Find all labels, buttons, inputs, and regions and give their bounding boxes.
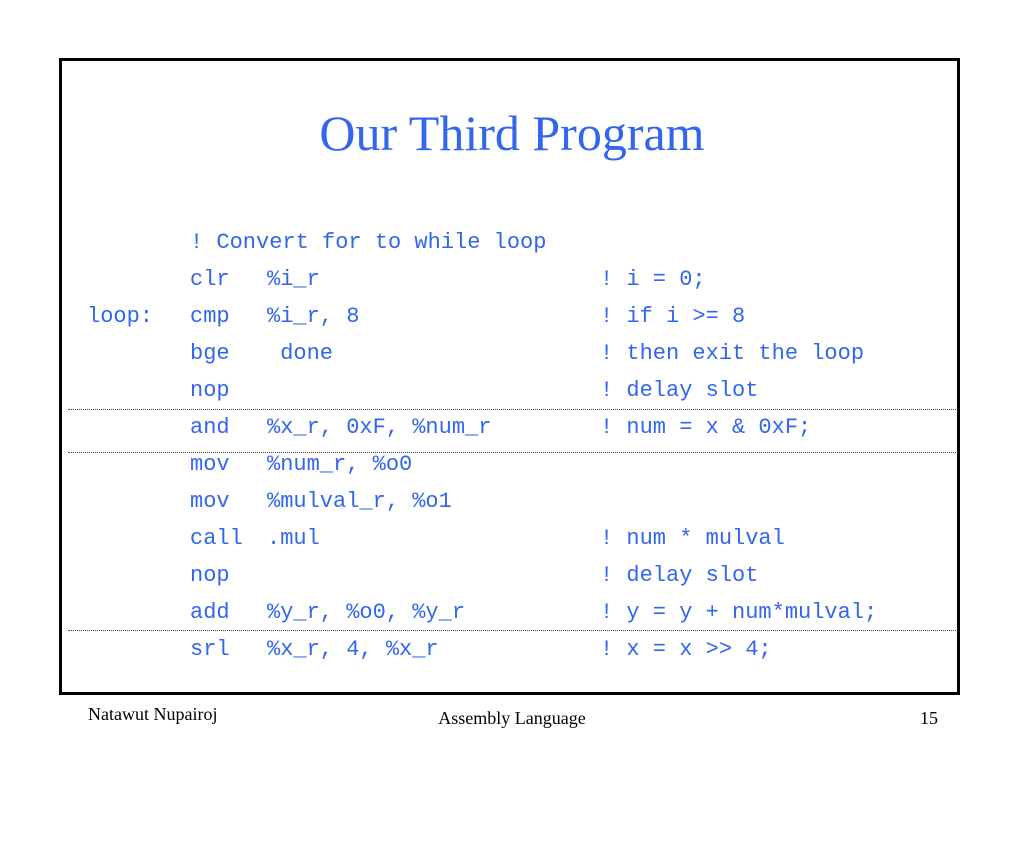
code-comment: ! delay slot [600, 378, 759, 403]
code-comment: ! then exit the loop [600, 341, 865, 366]
code-line [0, 224, 1024, 261]
code-line [0, 261, 1024, 298]
code-opcode: clr [190, 267, 230, 292]
code-opcode: call [190, 526, 243, 551]
code-comment: ! num = x & 0xF; [600, 415, 812, 440]
code-opcode: nop [190, 378, 230, 403]
code-line [0, 372, 1024, 409]
code-operands: .mul [267, 526, 320, 551]
code-operands: %mulval_r, %o1 [267, 489, 452, 514]
code-line [0, 594, 1024, 631]
code-opcode: nop [190, 563, 230, 588]
code-operands: %num_r, %o0 [267, 452, 413, 477]
page-number: 15 [920, 708, 938, 728]
code-line [0, 557, 1024, 594]
code-comment: ! i = 0; [600, 267, 706, 292]
footer-course: Assembly Language [438, 708, 586, 728]
code-label: loop: [87, 304, 154, 329]
code-opcode: mov [190, 489, 230, 514]
section-divider [68, 452, 956, 453]
code-operands: %i_r, 8 [267, 304, 360, 329]
code-line [0, 631, 1024, 668]
code-opcode: mov [190, 452, 230, 477]
code-comment: ! if i >= 8 [600, 304, 746, 329]
code-line [0, 520, 1024, 557]
code-comment: ! num * mulval [600, 526, 785, 551]
code-operands: done [267, 341, 334, 366]
code-line [0, 335, 1024, 372]
code-opcode: cmp [190, 304, 230, 329]
section-divider [68, 409, 956, 410]
footer-author: Natawut Nupairoj [88, 704, 218, 724]
code-line [0, 298, 1024, 335]
slide-title: Our Third Program [319, 105, 705, 161]
code-opcode: add [190, 600, 230, 625]
code-comment: ! y = y + num*mulval; [600, 600, 878, 625]
code-line [0, 409, 1024, 446]
code-comment: ! delay slot [600, 563, 759, 588]
section-divider [68, 630, 956, 631]
code-comment: ! x = x >> 4; [600, 637, 772, 662]
code-line [0, 483, 1024, 520]
code-operands: %x_r, 0xF, %num_r [267, 415, 492, 440]
code-opcode: ! Convert for to while loop [190, 230, 547, 255]
code-operands: %y_r, %o0, %y_r [267, 600, 466, 625]
code-opcode: bge [190, 341, 230, 366]
code-opcode: srl [190, 637, 230, 662]
code-operands: %i_r [267, 267, 320, 292]
code-opcode: and [190, 415, 230, 440]
code-operands: %x_r, 4, %x_r [267, 637, 439, 662]
